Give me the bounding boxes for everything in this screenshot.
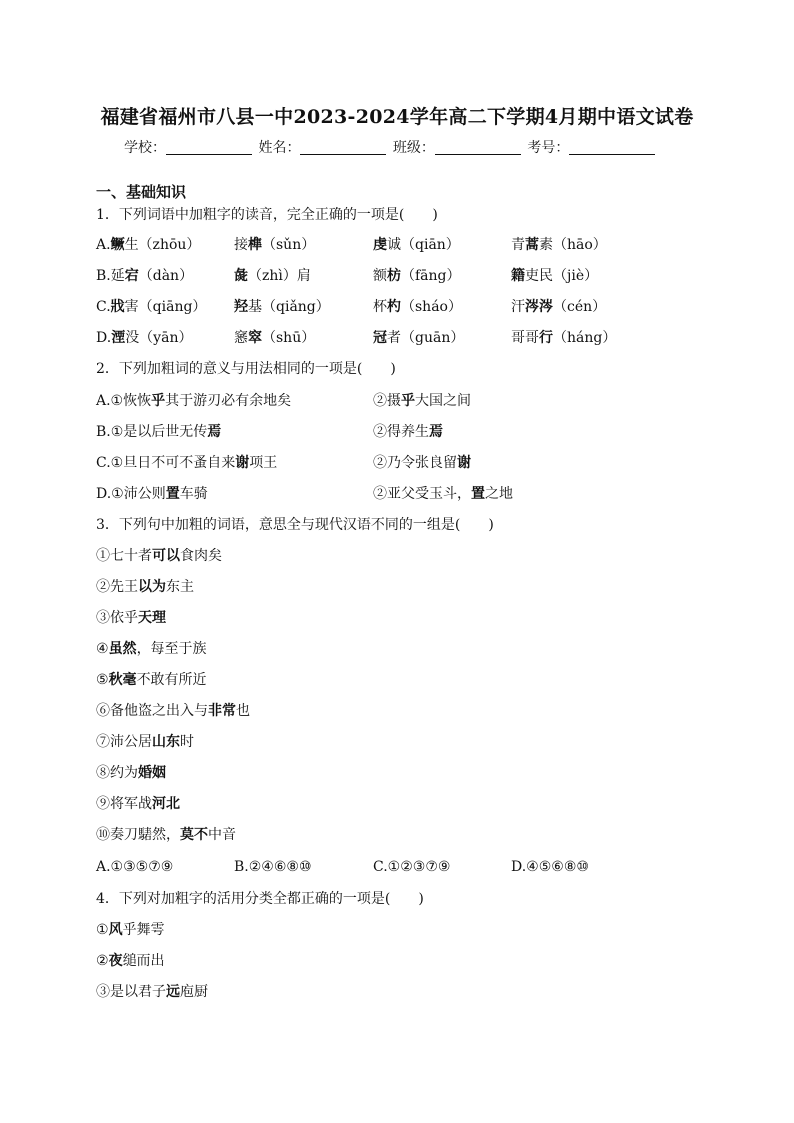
class-label: 班级： [392,140,435,156]
text-after: 缒而出 [122,953,165,969]
q1-option-2-2 [373,297,462,317]
text-after: 乎舞雩 [122,922,165,938]
q3-item-3 [96,608,166,628]
text-after: 项王 [249,455,278,471]
question-2-stem: 2．下列加粗词的意义与用法相同的一项是( ) [96,361,396,377]
text-after: 害（qiāng） [124,299,207,315]
bold-term: 榫 [248,237,262,253]
q1-option-1-0 [96,266,193,286]
bold-term: 蒿 [525,237,539,253]
q3-item-6 [96,701,250,721]
text-after: 庖厨 [180,984,208,1000]
bold-term: 涔涔 [525,299,553,315]
text-after: 素（hāo） [539,237,607,253]
q4-item-2 [96,951,165,971]
school-blank[interactable] [166,140,252,155]
q1-option-3-2 [373,328,464,348]
text-before: ⑤ [96,672,109,688]
text-before: ⑦沛公居 [96,734,152,750]
bold-term: 鳜 [110,237,125,253]
q2-option-2-0 [96,453,277,473]
text-after: 也 [236,703,250,719]
text-before: ③是以君子 [96,984,166,1000]
bold-term: 莫不 [180,827,208,843]
q1-option-0-2 [373,235,460,255]
q1-option-1-2 [373,266,461,286]
bold-term: 可以 [152,548,180,564]
text-before: 汗 [511,299,525,315]
q2-option-3-0 [96,484,208,504]
text-before: ⑨将军战 [96,796,152,812]
text-after: （sháo） [401,299,462,315]
text-before: 窸 [234,330,248,346]
text-after: 之地 [485,486,513,502]
bold-term: 彘 [234,268,248,284]
text-after: 诚（qiān） [387,237,460,253]
text-after: 车骑 [179,486,208,502]
question-3-stem: 3．下列句中加粗的词语，意思全与现代汉语不同的一组是( ) [96,517,494,533]
text-before: 接 [234,237,248,253]
text-before: C. [96,299,111,315]
bold-term: 湮 [111,330,126,346]
text-before: ②摄 [373,393,401,409]
q1-option-0-3 [511,235,607,255]
bold-term: 戕 [110,299,125,315]
bold-term: 山东 [152,734,180,750]
bold-term: 杓 [387,299,401,315]
bold-term: 窣 [248,330,262,346]
text-after: （sǔn） [262,237,316,253]
text-before: D.①沛公则 [96,486,166,502]
q3-item-10 [96,825,236,845]
text-before: ② [96,953,109,969]
q1-option-3-3 [511,328,616,348]
bold-term: 谢 [235,455,250,471]
student-info-row [124,137,657,157]
q3-choice-C: C.①②③⑦⑨ [373,859,451,875]
q2-option-3-1 [373,484,513,504]
number-blank[interactable] [569,140,655,155]
text-before: ②先王 [96,579,138,595]
q1-option-3-0 [96,328,192,348]
text-after: 时 [180,734,194,750]
q1-option-1-3 [511,266,598,286]
bold-term: 非常 [208,703,236,719]
text-after: ，每至于族 [136,641,207,657]
bold-term: 秋毫 [108,672,137,688]
bold-term: 籍 [511,268,525,284]
text-before: ①七十者 [96,548,152,564]
question-1-stem: 1．下列词语中加粗字的读音，完全正确的一项是( ) [96,207,438,223]
section-heading: 一、基础知识 [96,183,187,201]
text-after: 中音 [208,827,236,843]
text-after: 东主 [166,579,194,595]
text-before: ⑧约为 [96,765,138,781]
bold-term: 风 [108,922,123,938]
text-before: ②乃令张良留 [373,455,457,471]
text-before: A. [96,237,111,253]
text-before: ③依乎 [96,610,138,626]
q1-option-0-0 [96,235,200,255]
q3-item-7 [96,732,194,752]
bold-term: 置 [471,486,485,502]
bold-term: 置 [165,486,180,502]
bold-term: 焉 [207,424,222,440]
q1-option-1-1 [234,266,311,286]
text-after: （fāng） [401,268,461,284]
page-title: 福建省福州市八县一中2023-2024学年高二下学期4月期中语文试卷 [100,106,694,128]
text-before: 哥哥 [511,330,539,346]
text-before: A.①恢恢 [96,393,152,409]
q3-choice-A: A.①③⑤⑦⑨ [96,859,174,875]
q1-option-2-1 [234,297,330,317]
q4-item-3 [96,982,208,1002]
bold-term: 冠 [373,330,387,346]
text-after: 没（yān） [125,330,193,346]
bold-term: 乎 [401,393,415,409]
bold-term: 羟 [234,299,248,315]
q2-option-0-0 [96,391,291,411]
q2-option-1-0 [96,422,221,442]
class-blank[interactable] [435,140,521,155]
bold-term: 夜 [108,953,123,969]
text-before: D. [96,330,112,346]
q3-item-8 [96,763,166,783]
text-after: 其于游刃必有余地矣 [165,393,292,409]
bold-term: 河北 [152,796,180,812]
q1-option-3-1 [234,328,315,348]
q1-option-2-3 [511,297,606,317]
bold-term: 婚姻 [138,765,166,781]
text-after: 吏民（jiè） [525,268,599,284]
bold-term: 以为 [138,579,166,595]
q3-item-1 [96,546,222,566]
name-blank[interactable] [300,140,386,155]
bold-term: 行 [539,330,553,346]
text-after: 生（zhōu） [124,237,201,253]
bold-term: 虽然 [108,641,137,657]
text-after: 者（guān） [387,330,465,346]
bold-term: 虔 [373,237,387,253]
bold-term: 谢 [457,455,471,471]
text-before: C.①旦日不可不蚤自来 [96,455,236,471]
bold-term: 天理 [138,610,166,626]
bold-term: 枋 [387,268,401,284]
q3-choice-B: B.②④⑥⑧⑩ [234,859,312,875]
bold-term: 乎 [151,393,166,409]
bold-term: 宕 [124,268,139,284]
text-before: B.①是以后世无传 [96,424,208,440]
text-after: 大国之间 [415,393,471,409]
text-after: （cén） [553,299,607,315]
q2-option-1-1 [373,422,443,442]
text-after: （dàn） [138,268,194,284]
q3-item-9 [96,794,180,814]
q2-option-2-1 [373,453,471,473]
q3-item-5 [96,670,207,690]
text-before: ⑥备他盗之出入与 [96,703,208,719]
text-before: ②得养生 [373,424,429,440]
q1-option-0-1 [234,235,315,255]
text-before: ②亚父受玉斗， [373,486,471,502]
text-after: （zhì）肩 [248,268,311,284]
bold-term: 远 [166,984,180,1000]
text-after: 不敢有所近 [136,672,207,688]
text-before: 额 [373,268,387,284]
q1-option-2-0 [96,297,206,317]
text-after: （háng） [553,330,617,346]
text-before: ④ [96,641,109,657]
q3-choice-D: D.④⑤⑥⑧⑩ [511,859,589,875]
question-4-stem: 4．下列对加粗字的活用分类全都正确的一项是( ) [96,891,424,907]
text-after: （shū） [262,330,316,346]
number-label: 考号： [527,140,570,156]
text-before: ① [96,922,109,938]
text-after: 食肉矣 [180,548,222,564]
text-before: 青 [511,237,525,253]
q4-item-1 [96,920,165,940]
school-label: 学校： [124,140,166,156]
q2-option-0-1 [373,391,471,411]
text-before: B.延 [96,268,125,284]
q3-item-2 [96,577,194,597]
text-before: 杯 [373,299,387,315]
text-after: 基（qiǎng） [248,299,330,315]
bold-term: 焉 [429,424,443,440]
text-before: ⑩奏刀騞然， [96,827,180,843]
q3-item-4 [96,639,207,659]
name-label: 姓名： [258,140,301,156]
